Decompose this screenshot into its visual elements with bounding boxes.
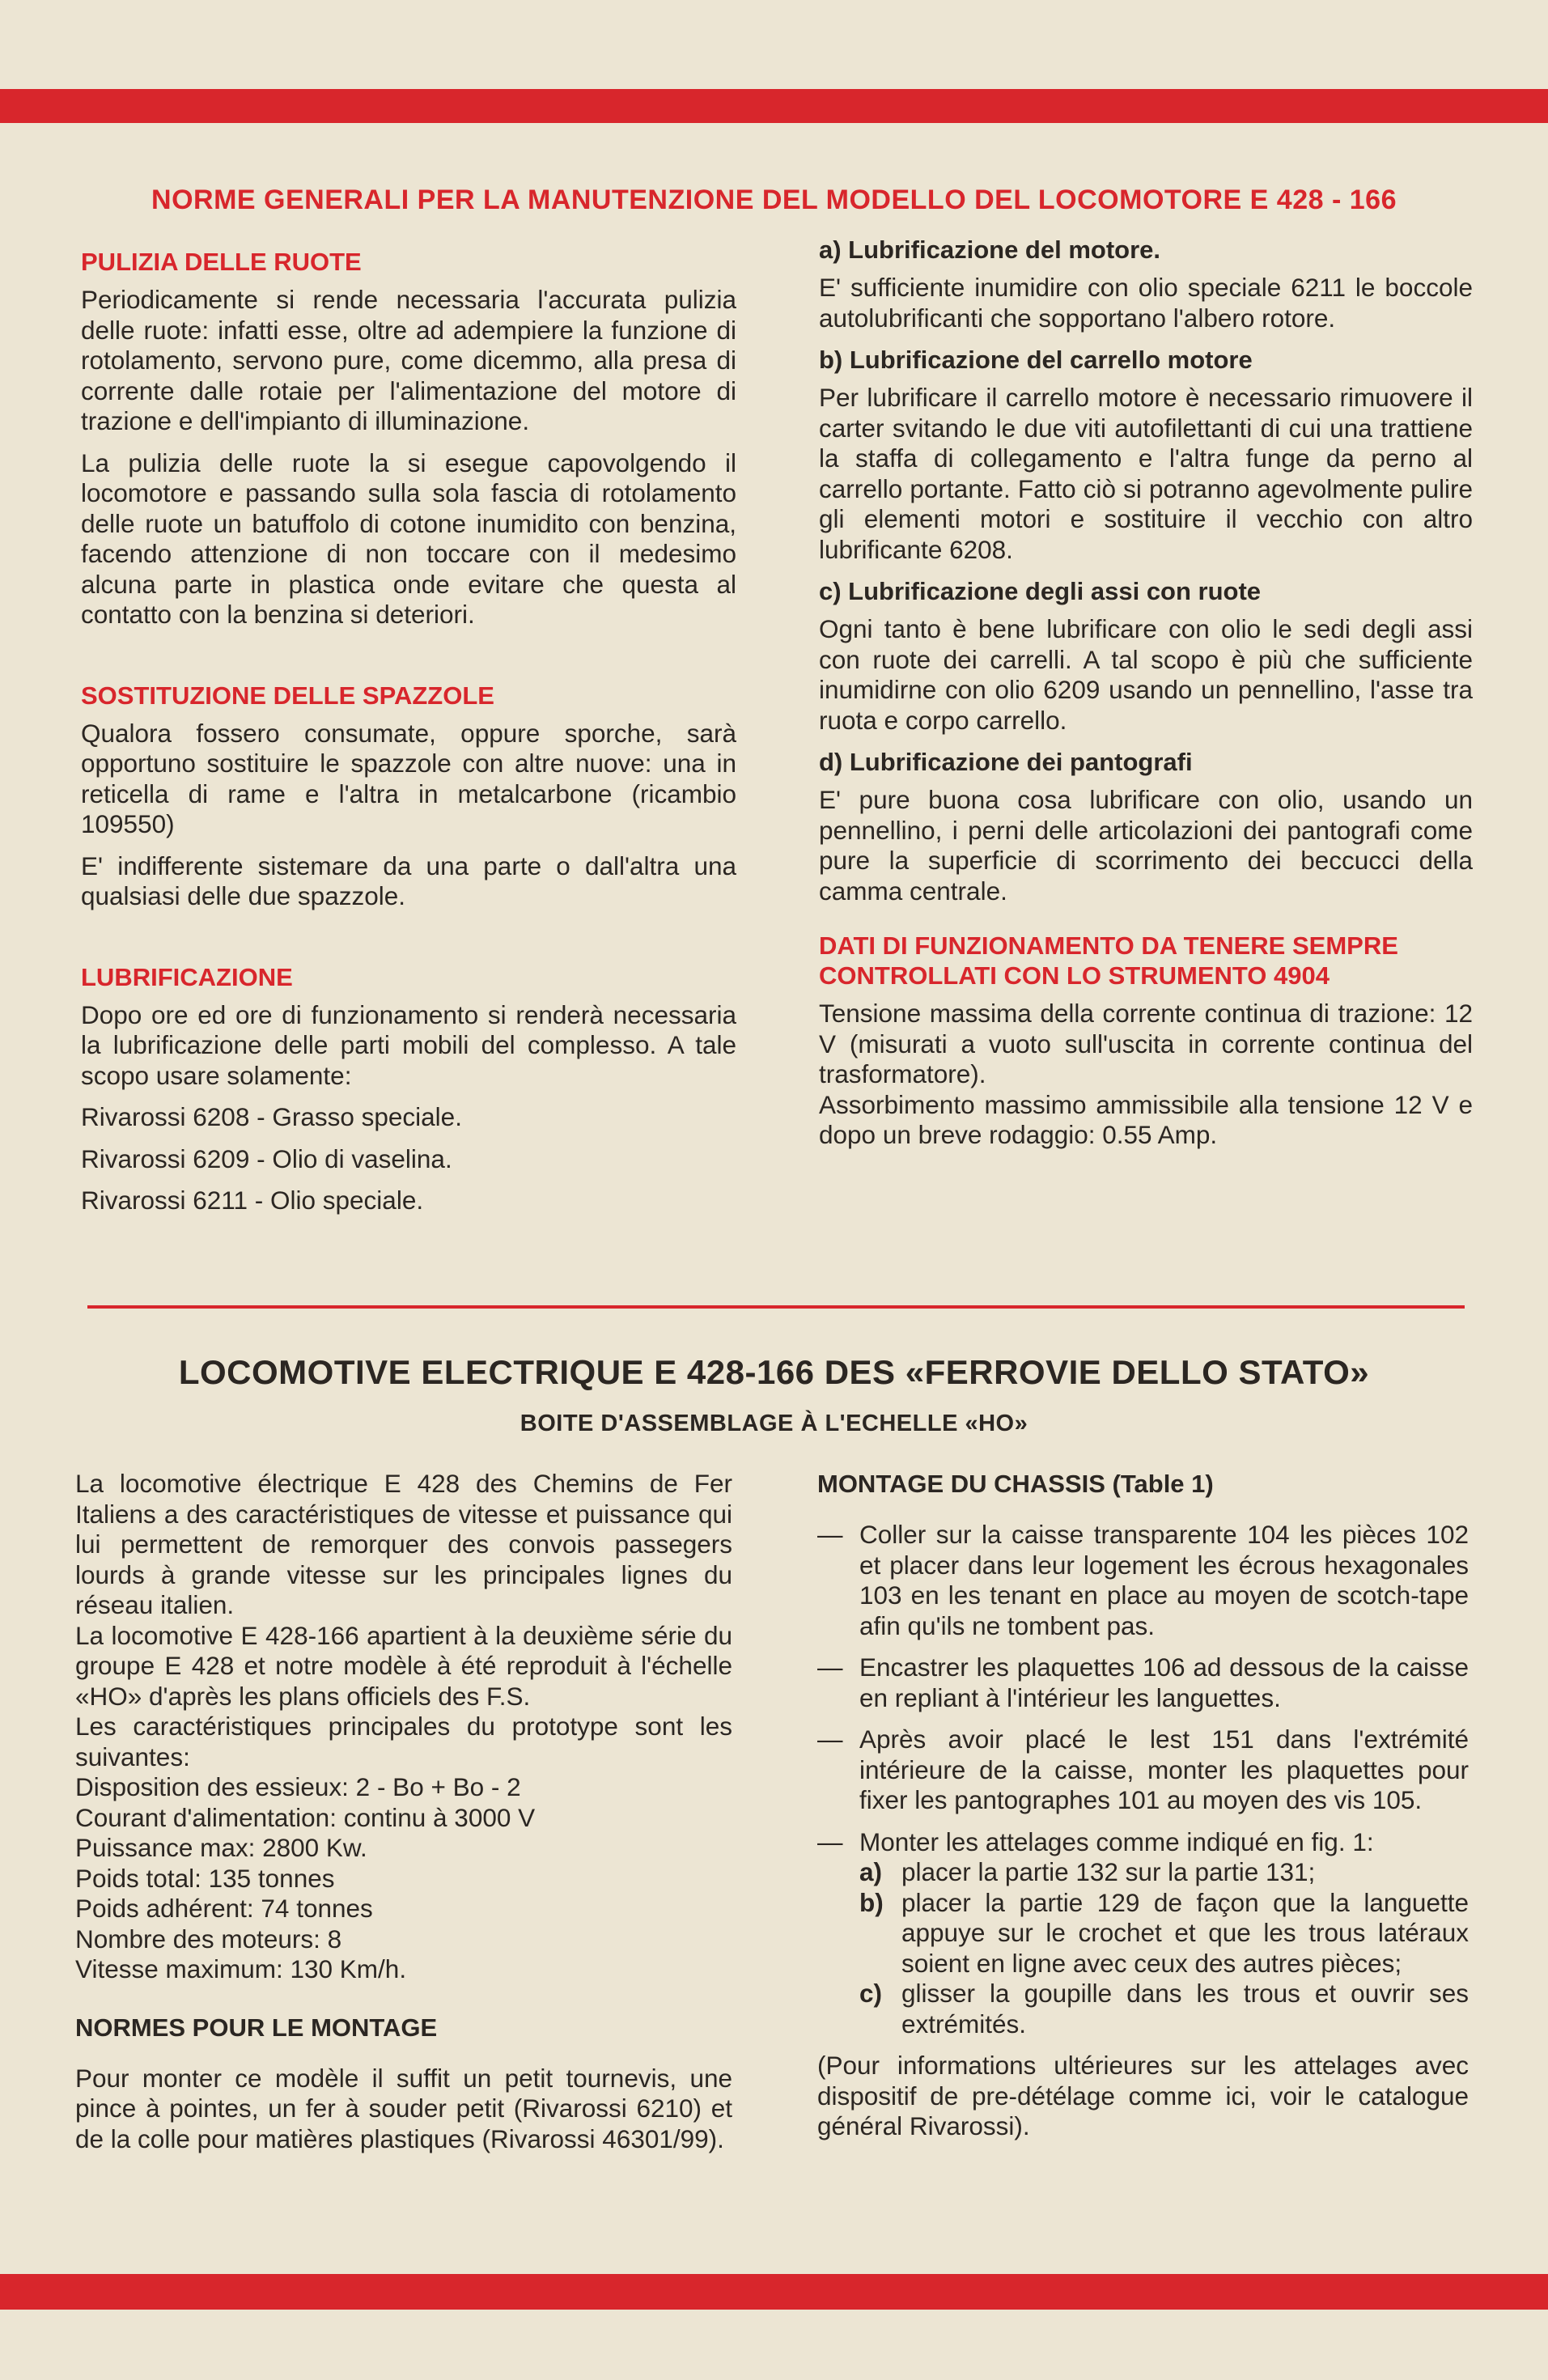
spec-puissance: Puissance max: 2800 Kw. <box>75 1833 367 1862</box>
lubrificazione-motore-text: E' sufficiente inumidire con olio speciale 6211 le boccole autolubrificanti che sopportano l'albero rotore. <box>819 273 1473 333</box>
spec-list <box>75 1772 732 1985</box>
dati-tensione-text: Tensione massima della corrente continua di trazione: 12 V (misurati a vuoto sull'uscita in corrente continua del trasformatore). <box>819 999 1473 1088</box>
lubrificazione-pantografi-heading: d) Lubrificazione dei pantografi <box>819 748 1193 776</box>
italian-title: NORME GENERALI PER LA MANUTENZIONE DEL MODELLO DEL LOCOMOTORE E 428 - 166 <box>151 185 1397 215</box>
french-title: LOCOMOTIVE ELECTRIQUE E 428-166 DES «FERROVIE DELLO STATO» <box>178 1353 1370 1391</box>
intro-paragraph-2: La locomotive E 428-166 apartient à la deuxième série du groupe E 428 et notre modèle à été reproduit à l'échelle «HO» d'après les plans officiels des F.S. <box>75 1620 732 1711</box>
spec-courant: Courant d'alimentation: continu à 3000 V <box>75 1802 536 1832</box>
spec-vitesse: Vitesse maximum: 130 Km/h. <box>75 1954 407 1983</box>
product-6211: Rivarossi 6211 - Olio speciale. <box>81 1186 424 1215</box>
substep-a: a) placer la partie 132 sur la partie 131; <box>859 1857 1316 1886</box>
normes-montage-text: Pour monter ce modèle il suffit un petit tournevis, une pince à pointes, un fer à souder petit (Rivarossi 6210) et de la colle pour matières plastiques (Rivarossi 46301/99). <box>75 2063 732 2153</box>
french-left-column <box>75 1469 732 2166</box>
bottom-red-band <box>0 2274 1548 2310</box>
montage-step-4: — Monter les attelages comme indiqué en fig. 1: <box>817 1826 1374 1856</box>
lubrificazione-assi-heading: c) Lubrificazione degli assi con ruote <box>819 577 1262 605</box>
montage-chassis-heading: MONTAGE DU CHASSIS (Table 1) <box>817 1470 1214 1498</box>
section-divider <box>87 1305 1465 1309</box>
montage-step-2: — Encastrer les plaquettes 106 ad dessous de la caisse en repliant à l'intérieur les languettes. <box>817 1652 1469 1712</box>
spec-poids-adherent: Poids adhérent: 74 tonnes <box>75 1894 373 1923</box>
lubrificazione-heading: LUBRIFICAZIONE <box>81 962 293 991</box>
spec-poids-total: Poids total: 135 tonnes <box>75 1863 335 1893</box>
spazzole-paragraph-2: E' indifferente sistemare da una parte o dall'altra una qualsiasi delle due spazzole. <box>81 851 736 910</box>
intro-paragraph-3: Les caractéristiques principales du prototype sont les suivantes: <box>75 1712 732 1771</box>
spec-moteurs: Nombre des moteurs: 8 <box>75 1924 342 1954</box>
intro-paragraph-1: La locomotive électrique E 428 des Chemins de Fer Italiens a des caractéristiques de vitesse et puissance qui lui permettent de remorquer des convois passegers lourds à grande vitesse sur les principales lignes du réseau italien. <box>75 1469 732 1619</box>
product-6208: Rivarossi 6208 - Grasso speciale. <box>81 1102 462 1131</box>
dati-funzionamento-heading: DATI DI FUNZIONAMENTO DA TENERE SEMPRE CONTROLLATI CON LO STRUMENTO 4904 <box>819 931 1398 990</box>
french-subtitle: BOITE D'ASSEMBLAGE À L'ECHELLE «HO» <box>520 1411 1028 1436</box>
lubrificazione-pantografi-text: E' pure buona cosa lubrificare con olio, usando un pennellino, i perni delle articolazioni dei pantografi come pure la superficie di scorrimento dei beccucci della camma centrale. <box>819 785 1473 906</box>
dati-assorbimento-text: Assorbimento massimo ammissibile alla tensione 12 V e dopo un breve rodaggio: 0.55 Amp. <box>819 1089 1473 1149</box>
top-red-band <box>0 89 1548 123</box>
lubrificazione-carrello-text: Per lubrificare il carrello motore è necessario rimuovere il carter svitando le due viti autofilettanti di cui una trattiene la staffa di collegamento e l'altra funge da perno al carrello portante. Fatto ciò si potranno agevolmente pulire gli elementi motori e sostituire il vecchio con altro lubrificante 6208. <box>819 383 1473 564</box>
substep-b: b) placer la partie 129 de façon que la languette appuye sur le crochet et que les trous latéraux soient en ligne avec ceux des autres pièces; <box>859 1887 1469 1978</box>
product-6209: Rivarossi 6209 - Olio di vaselina. <box>81 1143 452 1173</box>
lubrificazione-assi-text: Ogni tanto è bene lubrificare con olio le sedi degli assi con ruote dei carrelli. A tal scopo è più che sufficiente inumidirne con olio 6209 usando un pennellino, l'asse tra ruota e corpo carrello. <box>819 614 1473 735</box>
pulizia-paragraph-2: La pulizia delle ruote la si esegue capovolgendo il locomotore e passando sulla sola fascia di rotolamento delle ruote un batuffolo di cotone inumidito con benzina, facendo attenzione di non toccare con il medesimo alcuna parte in plastica onde evitare che questa al contatto con la benzina si deteriori. <box>81 448 736 629</box>
montage-step-1: — Coller sur la caisse transparente 104 les pièces 102 et placer dans leur logement les écrous hexagonales 103 en les tenant en place au moyen de scotch-tape afin qu'ils ne tombent pas. <box>817 1520 1469 1640</box>
montage-step-3: — Après avoir placé le lest 151 dans l'extrémité intérieure de la caisse, monter les plaquettes pour fixer les pantographes 101 au moyen des vis 105. <box>817 1725 1469 1814</box>
spazzole-heading: SOSTITUZIONE DELLE SPAZZOLE <box>81 681 494 710</box>
italian-right-column <box>819 235 1473 1162</box>
spec-essieux: Disposition des essieux: 2 - Bo + Bo - 2 <box>75 1772 521 1801</box>
attelage-substeps <box>859 1857 1469 2039</box>
french-right-column <box>817 1469 1469 2153</box>
normes-montage-heading: NORMES POUR LE MONTAGE <box>75 2013 438 2042</box>
pulizia-paragraph-1: Periodicamente si rende necessaria l'accurata pulizia delle ruote: infatti esse, oltre ad adempiere la funzione di rotolamento, servono pure, come dicemmo, alla presa di corrente dalle rotaie per l'alimentazione del motore di trazione e dell'impianto di illuminazione. <box>81 285 736 435</box>
substep-c: c) glisser la goupille dans les trous et ouvrir ses extrémités. <box>859 1979 1469 2038</box>
pulizia-heading: PULIZIA DELLE RUOTE <box>81 248 362 276</box>
lubrificazione-carrello-heading: b) Lubrificazione del carrello motore <box>819 346 1253 374</box>
italian-left-column <box>81 247 736 1228</box>
lubrificazione-paragraph: Dopo ore ed ore di funzionamento si renderà necessaria la lubrificazione delle parti mobili del complesso. A tale scopo usare solamente: <box>81 999 736 1090</box>
lubrificazione-motore-heading: a) Lubrificazione del motore. <box>819 235 1160 264</box>
spazzole-paragraph-1: Qualora fossero consumate, oppure sporche, sarà opportuno sostituire le spazzole con altre nuove: una in reticella di rame e l'altra in metalcarbone (ricambio 109550) <box>81 718 736 838</box>
attelage-note: (Pour informations ultérieures sur les attelages avec dispositif de pre-détélage comme ici, voir le catalogue général Rivarossi). <box>817 2051 1469 2140</box>
